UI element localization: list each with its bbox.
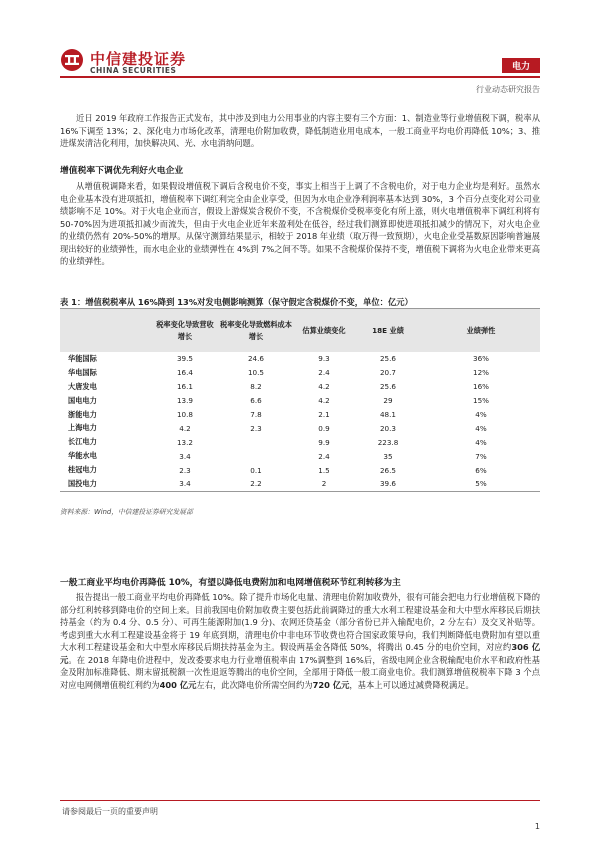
- highlight-value: 720 亿元: [312, 679, 350, 690]
- table-cell: 上海电力: [68, 423, 97, 433]
- table-header: 估算业绩变化: [294, 309, 354, 353]
- table-cell: 10.5: [247, 368, 264, 378]
- table-header-row: [60, 309, 540, 353]
- table-cell: 桂冠电力: [68, 465, 97, 475]
- citic-logo-icon: [60, 48, 84, 72]
- table-cell: 大唐发电: [68, 381, 97, 391]
- table-cell: 39.5: [176, 354, 193, 364]
- table-cell: 5%: [422, 477, 540, 491]
- table-cell: 12%: [473, 368, 489, 378]
- table-cell: 26.5: [379, 465, 396, 475]
- table-cell: 13.2: [176, 437, 193, 447]
- table-cell: [218, 449, 294, 463]
- table-row: [60, 463, 540, 477]
- table-cell: 4.2: [318, 382, 330, 392]
- section-2-text: ，基本上可以通过减费降税满足。: [349, 679, 474, 690]
- table-cell: 4%: [475, 437, 487, 447]
- table-cell: 48.1: [379, 410, 396, 419]
- table-cell: 8.2: [250, 382, 262, 392]
- table-cell: 6.6: [250, 396, 262, 406]
- table-cell: 2: [294, 477, 354, 491]
- section-2-text: 报告提出一般工商业平均电价再降低 10%。除了提升市场化电量、清理电价附加收费外，很有可能会把电力行业增值税下降的部分红利转移到降电价的空间上来。目前我国电价附加收费主要包括此前调降过的重大水利工程建设基金和大中型水库移民后期扶持基金（约为 0.4 分、0.5 分）、可再生能源附加(1.9 分)、农网还贷基金（部分省份已并入输配电价，2 分左右）及交叉补贴等。考虑到重大水利工程建设基金将于 19 年底到期，清理电价中非电环节收费也符合国家政策导向，我们判断降低电费附加有望以重大水利工程建设基金和大中型水库移民后期扶持基金为主。假设两基金各降低 50%，将腾出 0.45 分的电价空间，对应约: [60, 592, 540, 652]
- section-2: [60, 577, 540, 691]
- table-cell: 2.4: [318, 368, 330, 378]
- table-cell: 10.8: [176, 410, 193, 419]
- table-cell: 华能水电: [68, 451, 97, 461]
- table-cell: 4.2: [179, 423, 191, 433]
- section-1: [60, 165, 540, 268]
- table-cell: 7%: [475, 451, 487, 461]
- table-cell: 15%: [473, 396, 489, 406]
- table-cell: 35: [383, 451, 393, 461]
- table-cell: 3.4: [152, 477, 218, 491]
- table-cell: 13.9: [176, 396, 193, 406]
- table-header: 税率变化导致营收增长: [152, 309, 218, 353]
- intro-block: [60, 112, 540, 150]
- table-cell: 华电国际: [68, 367, 97, 377]
- table-cell: 4%: [475, 423, 487, 433]
- table-cell: 0.9: [318, 423, 330, 433]
- section-2-text: 左右，此次降电价所需空间约为: [196, 679, 313, 690]
- sector-tag: 电力: [502, 58, 540, 73]
- table-cell: 29: [383, 396, 393, 406]
- table-cell: 2.3: [250, 423, 262, 433]
- table-cell: 4%: [475, 410, 487, 419]
- brand-name-en: CHINA SECURITIES: [90, 66, 177, 75]
- table-row: [60, 477, 540, 491]
- table-cell: 7.8: [250, 410, 262, 419]
- page-number: 1: [534, 822, 540, 831]
- table-row: [60, 352, 540, 366]
- table-cell: 浙能电力: [68, 409, 97, 419]
- table-cell: 2.3: [179, 465, 191, 475]
- table-cell: 16.1: [176, 382, 193, 392]
- table-cell: 223.8: [377, 437, 399, 447]
- table-cell: 36%: [473, 354, 489, 364]
- table-cell: 24.6: [247, 354, 264, 364]
- table-row: [60, 421, 540, 435]
- table-cell: 25.6: [379, 354, 396, 364]
- table-cell: 3.4: [179, 451, 191, 461]
- table-cell: 25.6: [379, 382, 396, 392]
- section-2-body: [60, 591, 540, 691]
- table-cell: 长江电力: [68, 437, 97, 447]
- report-type: 行业动态研究报告: [476, 85, 540, 94]
- section-1-body: 从增值税调降来看，如果假设增值税下调后含税电价不变，事实上相当于上调了不含税电价，对于电力企业均是利好。虽然水电企业基本没有进项抵扣，增值税率下调红利完全由企业享受，但因为水电企业净利润率基本达到 30%，3 个百分点变化对公司业绩影响不足 10%。对于火电企业而言，假设上游煤炭含税价不变，不含税煤价受税率变化有所上涨，则火电增值税率下调红利将有 50-70%因为进项抵扣减少而流失，但由于火电企业近年来盈利处在低谷，经过我们测算即使进项抵扣减少的情况下，对火电企业的业绩仍然有 20%-50%的增厚。从保守测算结果显示，相较于 2018 年业绩（取万得一致预期），火电企业受基数原因影响普遍展现出较好的业绩弹性，而水电企业的业绩弹性在 4%到 7%之间不等。如果不含税煤价保持不变，增值税下调将为火电企业带来更高的业绩弹性。: [60, 181, 540, 266]
- table-cell: 0.1: [250, 465, 262, 475]
- table-cell: 16.4: [176, 368, 193, 378]
- section-2-title: 一般工商业平均电价再降低 10%，有望以降低电费附加和电网增值税环节红利转移为主: [60, 578, 401, 588]
- table-row: [60, 408, 540, 422]
- table-row: [60, 435, 540, 449]
- table-cell: 华能国际: [68, 353, 97, 363]
- table-cell: 国电电力: [68, 395, 97, 405]
- table-header: 18E 业绩: [354, 309, 422, 353]
- section-1-title: 增值税率下调优先利好火电企业: [60, 166, 184, 176]
- table-header: [60, 309, 152, 353]
- table-cell: 国投电力: [60, 477, 152, 491]
- table-source: 资料来源：Wind，中信建投证券研究发展部: [60, 508, 193, 516]
- table-cell: 9.9: [318, 437, 330, 447]
- company-logo: [60, 48, 200, 74]
- table-cell: 6%: [475, 465, 487, 475]
- table-cell: 20.3: [379, 423, 396, 433]
- intro-paragraph: 近日 2019 年政府工作报告正式发布，其中涉及到电力公用事业的内容主要有三个方面：1、制造业等行业增值税下调，税率从 16%下调至 13%；2、深化电力市场化改革，清理电价附加收费，降低制造业用电成本，一般工商业平均电价再降低 10%；3、推进煤炭清洁化利用，加快解决风、光、水电消纳问题。: [60, 113, 540, 148]
- table-row: [60, 366, 540, 380]
- table-cell: 16%: [473, 382, 489, 392]
- table-cell: [218, 435, 294, 449]
- table-cell: 2.1: [318, 410, 330, 419]
- highlight-value: 306 亿元: [60, 642, 540, 665]
- table-cell: 1.5: [318, 465, 330, 475]
- table-cell: 20.7: [379, 368, 396, 378]
- table-header: 业绩弹性: [422, 309, 540, 353]
- table-row: [60, 380, 540, 394]
- table-row: [60, 394, 540, 408]
- highlight-value: 400 亿元: [159, 679, 197, 690]
- table-cell: 2.2: [218, 477, 294, 491]
- table-cell: 39.6: [354, 477, 422, 491]
- table-cell: 2.4: [318, 451, 330, 461]
- header-divider: [60, 76, 540, 78]
- table-row: [60, 449, 540, 463]
- table-cell: 9.3: [318, 354, 330, 364]
- footer-divider: [60, 800, 540, 801]
- section-2-text: 。在 2018 年降电价进程中，发改委要求电力行业增值税率由 17%调整到 16%后，省级电网企业含税输配电价水平和政府性基金及附加标准降低、期末留抵税额一次性退返等腾出的电价空间，全部用于降低一般工商业电价。我们测算增值税税率下降 3 个点对应电网侧增值税红利约为: [60, 654, 540, 690]
- impact-table: [60, 308, 540, 492]
- disclaimer-note: 请参阅最后一页的重要声明: [62, 807, 158, 816]
- table-cell: 4.2: [318, 396, 330, 406]
- table-title: 表 1：增值税税率从 16%降到 13%对发电侧影响测算（保守假定含税煤价不变，单位：亿元）: [60, 297, 413, 307]
- brand-name-cn: 中信建投证券: [90, 50, 187, 68]
- table-header: 税率变化导致燃料成本增长: [218, 309, 294, 353]
